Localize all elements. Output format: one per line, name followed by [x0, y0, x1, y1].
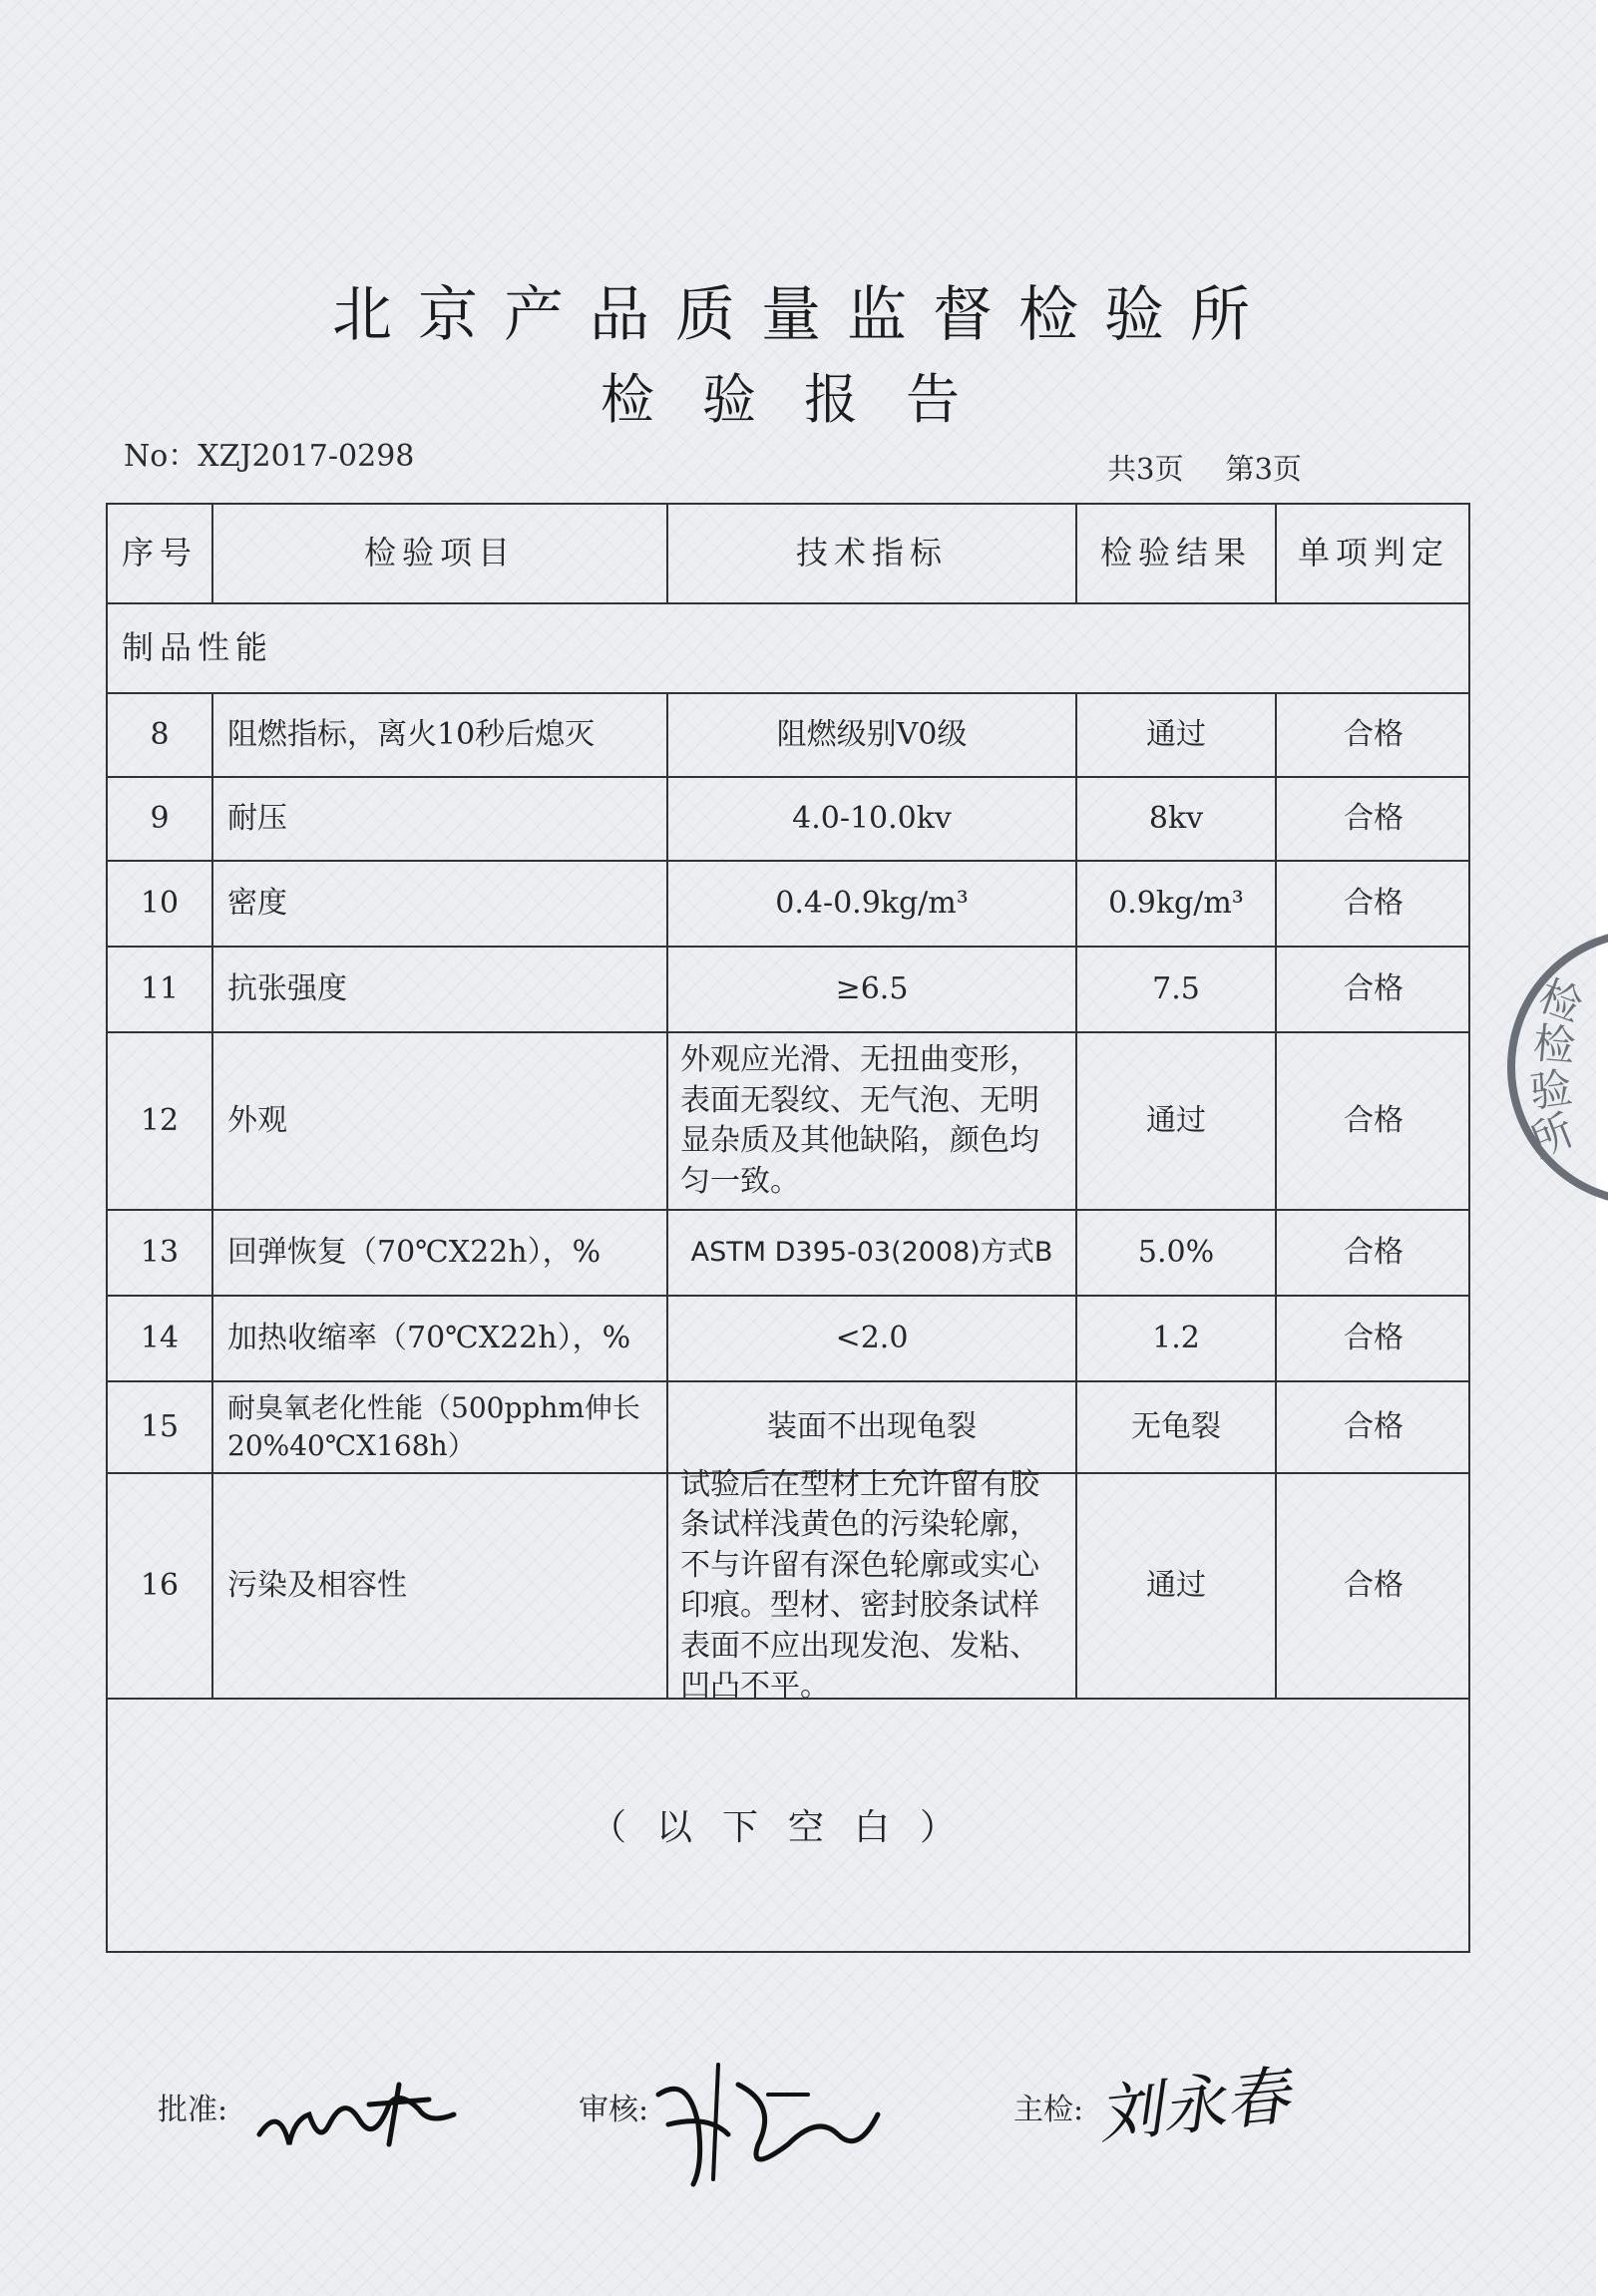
table-row-verdict: 合格 — [1275, 860, 1470, 946]
table-row-verdict: 合格 — [1275, 776, 1470, 860]
column-header-verdict: 单项判定 — [1275, 503, 1470, 602]
table-row-item: 耐臭氧老化性能（500pphm伸长20%40℃X168h） — [211, 1380, 666, 1472]
svg-text:验: 验 — [1526, 1062, 1575, 1117]
table-row-item: 加热收缩率（70℃X22h），% — [211, 1295, 666, 1380]
table-row-no: 12 — [106, 1031, 211, 1209]
total-pages: 共3页 — [1107, 452, 1184, 486]
table-row-result: 0.9kg/m³ — [1075, 860, 1275, 946]
table-row-no: 16 — [106, 1472, 211, 1698]
inspector-signature: 刘永春 — [1094, 2060, 1293, 2153]
table-row-result: 1.2 — [1075, 1295, 1275, 1380]
table-row-result: 通过 — [1075, 1472, 1275, 1698]
table-row-no: 11 — [106, 946, 211, 1031]
table-row-verdict: 合格 — [1275, 946, 1470, 1031]
table-row-verdict: 合格 — [1275, 1209, 1470, 1295]
inspection-table — [106, 503, 1470, 1953]
table-row-spec: 4.0-10.0kv — [666, 776, 1075, 860]
table-row-no: 14 — [106, 1295, 211, 1380]
svg-text:所: 所 — [1523, 1105, 1581, 1167]
svg-text:检: 检 — [1531, 1018, 1578, 1071]
table-row-item: 外观 — [211, 1031, 666, 1209]
inspector-label: 主检: — [1013, 2093, 1084, 2127]
column-header-no: 序号 — [106, 503, 211, 602]
table-row-no: 10 — [106, 860, 211, 946]
table-row-spec: ASTM D395-03(2008)方式B — [666, 1209, 1075, 1295]
table-row-result: 5.0% — [1075, 1209, 1275, 1295]
column-header-spec: 技术指标 — [666, 503, 1075, 602]
review-signature — [638, 2055, 898, 2194]
table-row-no: 8 — [106, 692, 211, 776]
table-row-verdict: 合格 — [1275, 1031, 1470, 1209]
table-row-no: 13 — [106, 1209, 211, 1295]
page-counter — [1107, 447, 1344, 488]
official-stamp — [1496, 918, 1608, 1217]
table-row-item: 回弹恢复（70℃X22h），% — [211, 1209, 666, 1295]
table-row-item: 耐压 — [211, 776, 666, 860]
organization-title: 北京产品质量监督检验所 — [332, 280, 1276, 350]
table-row-spec: 阻燃级别V0级 — [666, 692, 1075, 776]
table-row-result: 通过 — [1075, 692, 1275, 776]
review-label: 审核: — [579, 2093, 649, 2127]
approve-label: 批准: — [158, 2093, 228, 2127]
column-header-result: 检验结果 — [1075, 503, 1275, 602]
table-row-result: 7.5 — [1075, 946, 1275, 1031]
blank-note: （以下空白） — [590, 1807, 986, 1848]
table-row-spec: 试验后在型材上允许留有胶条试样浅黄色的污染轮廓，不与许留有深色轮廓或实心印痕。型材、密封胶条试样表面不应出现发泡、发粘、凹凸不平。 — [666, 1472, 1075, 1698]
table-row-verdict: 合格 — [1275, 1472, 1470, 1698]
table-row-item: 阻燃指标，离火10秒后熄灭 — [211, 692, 666, 776]
report-number: No：XZJ2017-0298 — [124, 439, 415, 474]
svg-text:检: 检 — [1532, 970, 1589, 1031]
table-row-spec: <2.0 — [666, 1295, 1075, 1380]
table-row-item: 抗张强度 — [211, 946, 666, 1031]
table-row-item: 污染及相容性 — [211, 1472, 666, 1698]
table-row-verdict: 合格 — [1275, 1380, 1470, 1472]
table-row-spec: 外观应光滑、无扭曲变形，表面无裂纹、无气泡、无明显杂质及其他缺陷，颜色均匀一致。 — [666, 1031, 1075, 1209]
current-page: 第3页 — [1225, 452, 1302, 486]
approve-signature — [249, 2065, 469, 2174]
section-label: 制品性能 — [106, 602, 1470, 692]
column-header-item: 检验项目 — [211, 503, 666, 602]
table-row-item: 密度 — [211, 860, 666, 946]
table-row-spec: 装面不出现龟裂 — [666, 1380, 1075, 1472]
table-row-spec: ≥6.5 — [666, 946, 1075, 1031]
table-row-result: 8kv — [1075, 776, 1275, 860]
table-row-no: 15 — [106, 1380, 211, 1472]
table-row-verdict: 合格 — [1275, 1295, 1470, 1380]
table-row-verdict: 合格 — [1275, 692, 1470, 776]
table-row-no: 9 — [106, 776, 211, 860]
table-row-spec: 0.4-0.9kg/m³ — [666, 860, 1075, 946]
table-row-result: 通过 — [1075, 1031, 1275, 1209]
table-row-result: 无龟裂 — [1075, 1380, 1275, 1472]
document-title: 检验报告 — [601, 368, 1007, 431]
